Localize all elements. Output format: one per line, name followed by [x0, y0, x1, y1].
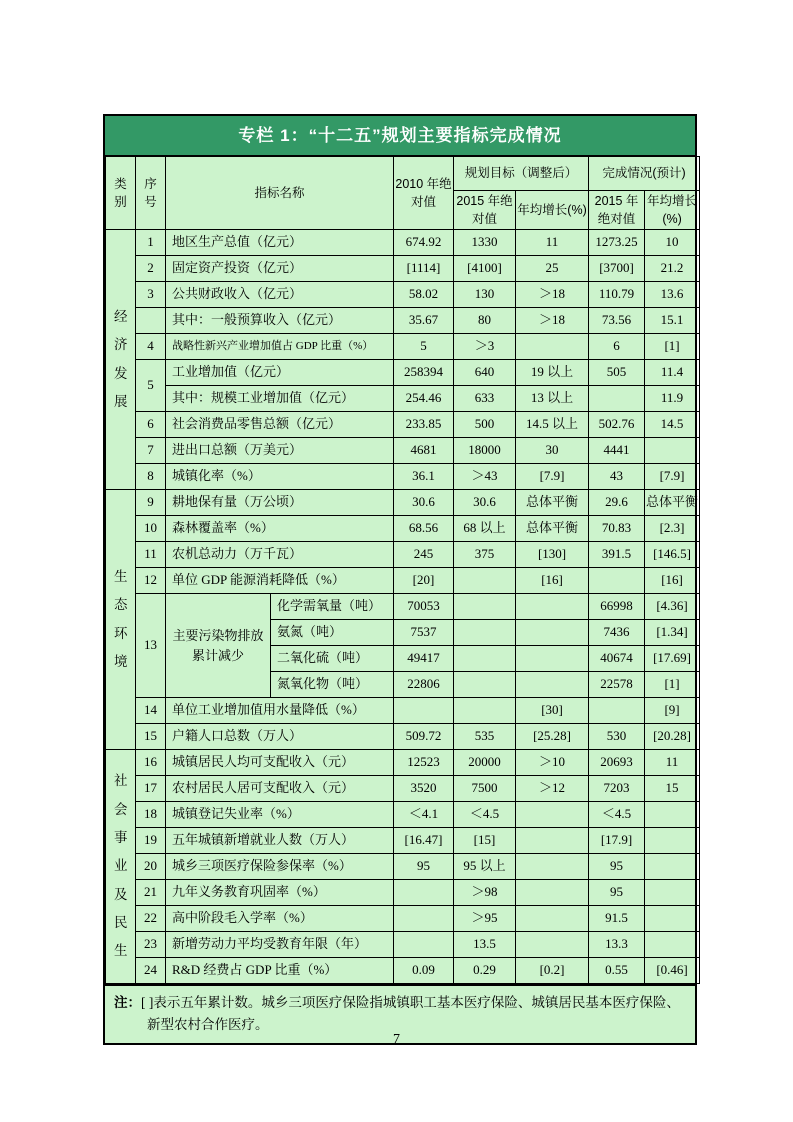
footnote-body: [ ]表示五年累计数。城乡三项医疗保险指城镇职工基本医疗保险、城镇居民基本医疗保险、新型农村合作医疗。 — [141, 995, 680, 1032]
footnote-label: 注： — [114, 995, 141, 1010]
value-cell: 30.6 — [454, 490, 516, 516]
indicator-name: 社会消费品零售总额（亿元） — [166, 412, 394, 438]
value-cell — [454, 568, 516, 594]
value-cell: 233.85 — [394, 412, 454, 438]
value-cell: 11 — [645, 750, 700, 776]
value-cell: ＞95 — [454, 906, 516, 932]
value-cell — [645, 438, 700, 464]
value-cell: 3 — [136, 282, 166, 308]
value-cell: 640 — [454, 360, 516, 386]
value-cell — [516, 828, 589, 854]
table-row — [106, 932, 700, 958]
value-cell: 14.5 — [645, 412, 700, 438]
value-cell — [454, 620, 516, 646]
table-row — [106, 880, 700, 906]
value-cell: 9 — [136, 490, 166, 516]
value-cell — [454, 672, 516, 698]
value-cell: 7436 — [589, 620, 645, 646]
indicator-name: 工业增加值（亿元） — [166, 360, 394, 386]
value-cell: 11.9 — [645, 386, 700, 412]
value-cell: 7203 — [589, 776, 645, 802]
value-cell: 258394 — [394, 360, 454, 386]
indicator-name: 战略性新兴产业增加值占 GDP 比重（%） — [166, 334, 394, 360]
value-cell: [9] — [645, 698, 700, 724]
table-row — [106, 256, 700, 282]
indicator-name: 农机总动力（万千瓦） — [166, 542, 394, 568]
value-cell: 110.79 — [589, 282, 645, 308]
header-2010-abs: 2010 年绝对值 — [394, 157, 454, 230]
value-cell: 20000 — [454, 750, 516, 776]
value-cell — [589, 568, 645, 594]
indicator-name: 森林覆盖率（%） — [166, 516, 394, 542]
value-cell — [516, 854, 589, 880]
value-cell: 22578 — [589, 672, 645, 698]
value-cell: 4681 — [394, 438, 454, 464]
value-cell: 19 — [136, 828, 166, 854]
value-cell: 15 — [136, 724, 166, 750]
value-cell: [4.36] — [645, 594, 700, 620]
value-cell: 20 — [136, 854, 166, 880]
value-cell: 254.46 — [394, 386, 454, 412]
value-cell: 10 — [136, 516, 166, 542]
header-plan-2015-abs: 2015 年绝对值 — [454, 191, 516, 230]
value-cell: [20] — [394, 568, 454, 594]
value-cell: 7500 — [454, 776, 516, 802]
value-cell: 11 — [136, 542, 166, 568]
value-cell: 91.5 — [589, 906, 645, 932]
table-row — [106, 958, 700, 984]
value-cell — [516, 932, 589, 958]
value-cell: 15.1 — [645, 308, 700, 334]
table-row — [106, 828, 700, 854]
table-row — [106, 464, 700, 490]
indicator-name: 其中：一般预算收入（亿元） — [166, 308, 394, 334]
value-cell: [30] — [516, 698, 589, 724]
value-cell: 7 — [136, 438, 166, 464]
indicator-name: 城镇化率（%） — [166, 464, 394, 490]
indicator-panel — [103, 114, 697, 1045]
indicator-name: 二氧化硫（吨） — [271, 646, 394, 672]
value-cell: 95 — [394, 854, 454, 880]
value-cell: 5 — [394, 334, 454, 360]
value-cell: 245 — [394, 542, 454, 568]
value-cell: [7.9] — [516, 464, 589, 490]
table-row — [106, 542, 700, 568]
value-cell: 总体平衡 — [645, 490, 700, 516]
value-cell: ＞18 — [516, 282, 589, 308]
value-cell — [589, 698, 645, 724]
table-row — [106, 360, 700, 386]
value-cell: [25.28] — [516, 724, 589, 750]
page-number: 7 — [393, 1032, 400, 1047]
value-cell: [17.69] — [645, 646, 700, 672]
value-cell: ＞98 — [454, 880, 516, 906]
value-cell: 502.76 — [589, 412, 645, 438]
value-cell: [3700] — [589, 256, 645, 282]
value-cell: 3520 — [394, 776, 454, 802]
value-cell: [7.9] — [645, 464, 700, 490]
value-cell: 505 — [589, 360, 645, 386]
value-cell — [516, 334, 589, 360]
value-cell: 21.2 — [645, 256, 700, 282]
value-cell — [645, 906, 700, 932]
value-cell: 0.29 — [454, 958, 516, 984]
value-cell — [516, 620, 589, 646]
value-cell — [394, 698, 454, 724]
value-cell: 40674 — [589, 646, 645, 672]
table-row — [106, 802, 700, 828]
value-cell: 130 — [454, 282, 516, 308]
value-cell: [146.5] — [645, 542, 700, 568]
table-row — [106, 594, 700, 620]
value-cell — [454, 646, 516, 672]
value-cell: 13 — [136, 594, 166, 698]
value-cell — [394, 906, 454, 932]
value-cell: [15] — [454, 828, 516, 854]
value-cell: 2 — [136, 256, 166, 282]
value-cell — [394, 880, 454, 906]
header-done-group: 完成情况(预计) — [589, 157, 700, 191]
table-row — [106, 438, 700, 464]
value-cell: 674.92 — [394, 230, 454, 256]
value-cell: 8 — [136, 464, 166, 490]
value-cell: 11 — [516, 230, 589, 256]
value-cell: [16] — [516, 568, 589, 594]
indicator-name: 固定资产投资（亿元） — [166, 256, 394, 282]
value-cell: 35.67 — [394, 308, 454, 334]
value-cell: 43 — [589, 464, 645, 490]
indicator-name: 五年城镇新增就业人数（万人） — [166, 828, 394, 854]
value-cell: 66998 — [589, 594, 645, 620]
value-cell: 14.5 以上 — [516, 412, 589, 438]
indicator-name: 地区生产总值（亿元） — [166, 230, 394, 256]
category-label: 社会事业及民生 — [106, 750, 136, 984]
header-row-groups — [106, 157, 700, 191]
value-cell: 13.3 — [589, 932, 645, 958]
value-cell: 633 — [454, 386, 516, 412]
value-cell: 4 — [136, 334, 166, 360]
header-plan-group: 规划目标（调整后） — [454, 157, 589, 191]
table-row — [106, 386, 700, 412]
indicator-name: 氨氮（吨） — [271, 620, 394, 646]
indicator-name: 化学需氧量（吨） — [271, 594, 394, 620]
table-row — [106, 750, 700, 776]
value-cell: 7537 — [394, 620, 454, 646]
value-cell: [1] — [645, 672, 700, 698]
value-cell — [645, 828, 700, 854]
table-row — [106, 724, 700, 750]
value-cell — [516, 646, 589, 672]
indicator-name: 公共财政收入（亿元） — [166, 282, 394, 308]
value-cell: 1273.25 — [589, 230, 645, 256]
value-cell: 12 — [136, 568, 166, 594]
table-header — [106, 157, 700, 230]
value-cell — [516, 672, 589, 698]
value-cell: 24 — [136, 958, 166, 984]
value-cell: [20.28] — [645, 724, 700, 750]
indicator-name: 城镇居民人均可支配收入（元） — [166, 750, 394, 776]
pollutant-group-label: 主要污染物排放累计减少 — [166, 594, 271, 698]
value-cell: ＜4.1 — [394, 802, 454, 828]
value-cell: 6 — [589, 334, 645, 360]
value-cell: 0.09 — [394, 958, 454, 984]
value-cell: 总体平衡 — [516, 516, 589, 542]
value-cell: 391.5 — [589, 542, 645, 568]
value-cell: ＞12 — [516, 776, 589, 802]
value-cell — [645, 802, 700, 828]
value-cell — [454, 594, 516, 620]
value-cell: 14 — [136, 698, 166, 724]
value-cell: 95 以上 — [454, 854, 516, 880]
value-cell: 13.5 — [454, 932, 516, 958]
indicator-name: R&D 经费占 GDP 比重（%） — [166, 958, 394, 984]
indicator-name: 其中：规模工业增加值（亿元） — [166, 386, 394, 412]
value-cell: 5 — [136, 360, 166, 412]
value-cell: 12523 — [394, 750, 454, 776]
value-cell: [16] — [645, 568, 700, 594]
value-cell: 25 — [516, 256, 589, 282]
indicator-name: 农村居民人居可支配收入（元） — [166, 776, 394, 802]
header-serial: 序号 — [136, 157, 166, 230]
table-row — [106, 516, 700, 542]
value-cell: [1] — [645, 334, 700, 360]
value-cell: ＞10 — [516, 750, 589, 776]
header-category: 类别 — [106, 157, 136, 230]
value-cell — [516, 802, 589, 828]
value-cell: 19 以上 — [516, 360, 589, 386]
value-cell: 509.72 — [394, 724, 454, 750]
value-cell: 20693 — [589, 750, 645, 776]
panel-title: 专栏 1：“十二五”规划主要指标完成情况 — [105, 116, 695, 156]
value-cell: 4441 — [589, 438, 645, 464]
category-label: 经济发展 — [106, 230, 136, 490]
value-cell: 95 — [589, 854, 645, 880]
value-cell: 68.56 — [394, 516, 454, 542]
value-cell: [17.9] — [589, 828, 645, 854]
value-cell: [1.34] — [645, 620, 700, 646]
value-cell — [516, 594, 589, 620]
value-cell: 15 — [645, 776, 700, 802]
table-row — [106, 698, 700, 724]
value-cell: 70.83 — [589, 516, 645, 542]
header-done-growth: 年均增长(%) — [645, 191, 700, 230]
value-cell — [136, 308, 166, 334]
indicator-name: 进出口总额（万美元） — [166, 438, 394, 464]
value-cell: 30.6 — [394, 490, 454, 516]
table-row — [106, 282, 700, 308]
value-cell: 13 以上 — [516, 386, 589, 412]
value-cell: 500 — [454, 412, 516, 438]
value-cell: 1330 — [454, 230, 516, 256]
table-row — [106, 230, 700, 256]
indicator-name: 新增劳动力平均受教育年限（年） — [166, 932, 394, 958]
value-cell: ＜4.5 — [454, 802, 516, 828]
value-cell — [645, 932, 700, 958]
value-cell: 68 以上 — [454, 516, 516, 542]
table-row — [106, 412, 700, 438]
value-cell: 18000 — [454, 438, 516, 464]
table-row — [106, 490, 700, 516]
value-cell: ＞43 — [454, 464, 516, 490]
value-cell: ＜4.5 — [589, 802, 645, 828]
header-indicator: 指标名称 — [166, 157, 394, 230]
value-cell: [2.3] — [645, 516, 700, 542]
footnote-text — [114, 992, 686, 1035]
value-cell: 70053 — [394, 594, 454, 620]
value-cell — [645, 880, 700, 906]
value-cell: 18 — [136, 802, 166, 828]
value-cell: [0.46] — [645, 958, 700, 984]
table-row — [106, 776, 700, 802]
header-done-2015-abs: 2015 年绝对值 — [589, 191, 645, 230]
value-cell — [645, 854, 700, 880]
value-cell: 10 — [645, 230, 700, 256]
value-cell: 30 — [516, 438, 589, 464]
indicator-name: 单位工业增加值用水量降低（%） — [166, 698, 394, 724]
value-cell: ＞18 — [516, 308, 589, 334]
indicator-table-body — [106, 230, 700, 984]
value-cell — [516, 906, 589, 932]
value-cell: [4100] — [454, 256, 516, 282]
value-cell: 6 — [136, 412, 166, 438]
value-cell — [516, 880, 589, 906]
value-cell: 375 — [454, 542, 516, 568]
indicator-name: 单位 GDP 能源消耗降低（%） — [166, 568, 394, 594]
table-row — [106, 568, 700, 594]
value-cell: ＞3 — [454, 334, 516, 360]
value-cell: 总体平衡 — [516, 490, 589, 516]
value-cell: 21 — [136, 880, 166, 906]
value-cell: 36.1 — [394, 464, 454, 490]
table-row — [106, 334, 700, 360]
value-cell: 1 — [136, 230, 166, 256]
header-plan-growth: 年均增长(%) — [516, 191, 589, 230]
indicator-name: 城乡三项医疗保险参保率（%） — [166, 854, 394, 880]
value-cell: 95 — [589, 880, 645, 906]
value-cell — [589, 386, 645, 412]
table-row — [106, 854, 700, 880]
value-cell: 13.6 — [645, 282, 700, 308]
value-cell: 29.6 — [589, 490, 645, 516]
value-cell: [16.47] — [394, 828, 454, 854]
value-cell: 80 — [454, 308, 516, 334]
value-cell: 22 — [136, 906, 166, 932]
value-cell: [1114] — [394, 256, 454, 282]
indicator-name: 氮氧化物（吨） — [271, 672, 394, 698]
indicator-table — [105, 156, 700, 984]
value-cell: 11.4 — [645, 360, 700, 386]
value-cell: [0.2] — [516, 958, 589, 984]
indicator-name: 九年义务教育巩固率（%） — [166, 880, 394, 906]
table-row — [106, 906, 700, 932]
value-cell: 17 — [136, 776, 166, 802]
value-cell: 16 — [136, 750, 166, 776]
value-cell: [130] — [516, 542, 589, 568]
category-label: 生态环境 — [106, 490, 136, 750]
indicator-name: 耕地保有量（万公顷） — [166, 490, 394, 516]
value-cell — [394, 932, 454, 958]
value-cell: 0.55 — [589, 958, 645, 984]
table-row — [106, 308, 700, 334]
value-cell: 23 — [136, 932, 166, 958]
value-cell: 73.56 — [589, 308, 645, 334]
value-cell: 58.02 — [394, 282, 454, 308]
value-cell: 22806 — [394, 672, 454, 698]
value-cell — [454, 698, 516, 724]
value-cell: 535 — [454, 724, 516, 750]
indicator-name: 户籍人口总数（万人） — [166, 724, 394, 750]
indicator-name: 城镇登记失业率（%） — [166, 802, 394, 828]
indicator-name: 高中阶段毛入学率（%） — [166, 906, 394, 932]
value-cell: 530 — [589, 724, 645, 750]
value-cell: 49417 — [394, 646, 454, 672]
